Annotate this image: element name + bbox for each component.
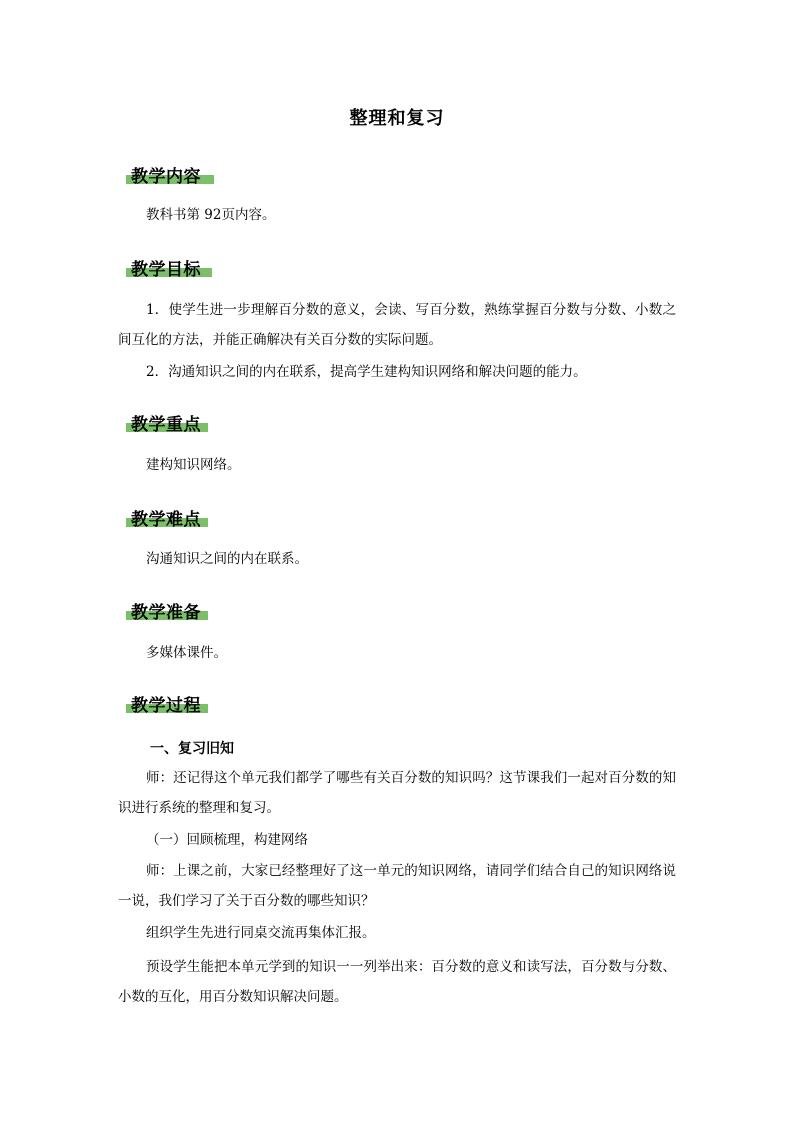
section-heading-content bbox=[126, 162, 201, 186]
content-text: 教科书第 92页内容。 bbox=[146, 207, 276, 223]
objective-item-1: 1．使学生进一步理解百分数的意义，会读、写百分数，熟练掌握百分数与分数、小数之间互化的方法，并能正确解决有关百分数的实际问题。 bbox=[118, 302, 676, 348]
process-paragraph-5: 预设学生能把本单元学到的知识一一列举出来：百分数的意义和读写法，百分数与分数、小数的互化，用百分数知识解决问题。 bbox=[118, 959, 676, 1005]
section-heading-label: 教学目标 bbox=[131, 260, 201, 280]
section-heading-difficulties bbox=[126, 505, 201, 529]
section-heading-label: 教学过程 bbox=[131, 696, 201, 716]
section-heading-label: 教学难点 bbox=[131, 510, 201, 530]
section-heading-label: 教学重点 bbox=[131, 415, 201, 435]
process-paragraph-1: 师：还记得这个单元我们都学了哪些有关百分数的知识吗？这节课我们一起对百分数的知识进行系统的整理和复习。 bbox=[118, 770, 676, 816]
process-paragraph-3: 师：上课之前，大家已经整理好了这一单元的知识网络，请同学们结合自己的知识网络说一说，我们学习了关于百分数的哪些知识？ bbox=[118, 863, 676, 909]
process-paragraph-4: 组织学生先进行同桌交流再集体汇报。 bbox=[146, 925, 376, 941]
preparation-text: 多媒体课件。 bbox=[146, 645, 227, 661]
section-heading-label: 教学内容 bbox=[131, 167, 201, 187]
section-heading-process bbox=[126, 691, 201, 715]
process-paragraph-2: （一）回顾梳理，构建网络 bbox=[146, 832, 308, 848]
key-points-text: 建构知识网络。 bbox=[146, 457, 241, 473]
section-heading-label: 教学准备 bbox=[131, 603, 201, 623]
section-heading-key-points bbox=[126, 410, 201, 434]
difficulties-text: 沟通知识之间的内在联系。 bbox=[146, 551, 308, 567]
section-heading-objectives bbox=[126, 255, 201, 279]
process-part1-heading: 一、复习旧知 bbox=[150, 741, 234, 757]
document-title: 整理和复习 bbox=[349, 108, 445, 129]
section-heading-preparation bbox=[126, 598, 201, 622]
objective-item-2: 2．沟通知识之间的内在联系，提高学生建构知识网络和解决问题的能力。 bbox=[146, 364, 587, 380]
